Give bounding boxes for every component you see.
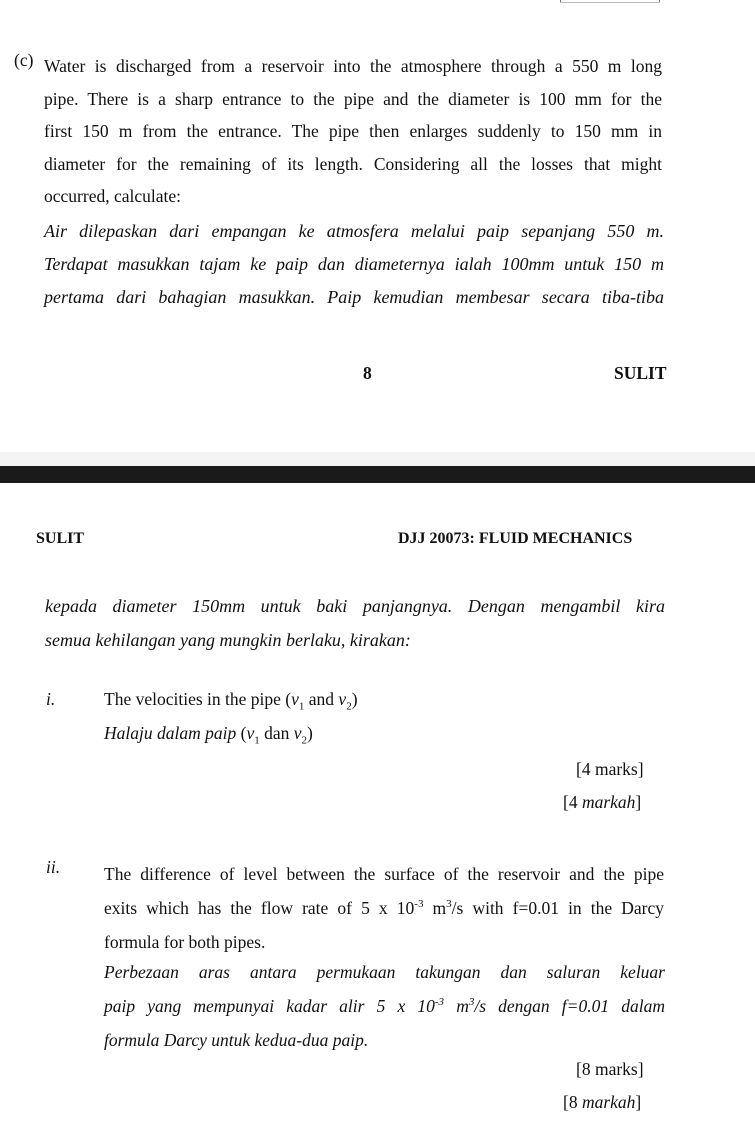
q1-ms-v2-sub: 2 <box>301 734 308 747</box>
q2-ms-unit: m <box>444 996 469 1016</box>
en-line-5: occurred, calculate: <box>44 186 181 206</box>
q2-ms-unit-exp: 3 <box>468 996 475 1009</box>
q2-ms-rate: paip yang mempunyai kadar alir 5 x 10 <box>104 996 435 1016</box>
q2-markah-open: [8 <box>563 1092 582 1112</box>
q1-markah-word: markah <box>581 792 636 812</box>
q1-ms-v1: v <box>246 723 255 743</box>
q2-malay <box>104 955 665 1057</box>
q1-number: i. <box>46 689 56 709</box>
q1-ms-text: Halaju dalam paip <box>104 723 237 743</box>
q1-v2-sub: 2 <box>346 700 352 713</box>
q1-markah-close: ] <box>635 792 642 812</box>
en-line-1: Water is discharged from a reservoir into the atmosphere through a 550 m long <box>44 56 662 76</box>
question-label: (c) <box>14 50 34 70</box>
cont-line-1: kepada diameter 150mm untuk baki panjangnya. Dengan mengambil kira <box>45 596 665 616</box>
q1-and: and <box>304 689 339 709</box>
en-line-3: first 150 m from the entrance. The pipe then enlarges suddenly to 150 mm in <box>44 121 662 141</box>
q2-en-line-1: The difference of level between the surface of the reservoir and the pipe <box>104 864 664 884</box>
q2-en-line-3: formula for both pipes. <box>104 932 266 952</box>
page-number: 8 <box>363 363 372 383</box>
q2-ms-line-3: formula Darcy untuk kedua-dua paip. <box>104 1030 369 1050</box>
q2-english <box>104 857 664 959</box>
q2-marks: [8 marks] <box>576 1059 644 1079</box>
q1-v1: v <box>291 689 299 709</box>
question-c-malay <box>44 215 664 314</box>
q2-markah-word: markah <box>581 1092 636 1112</box>
q1-close: ) <box>351 689 358 709</box>
q1-ms-close: ) <box>307 723 313 743</box>
q1-ms-open: ( <box>236 723 247 743</box>
malay-continuation <box>45 589 665 657</box>
header-sulit: SULIT <box>36 530 85 547</box>
q2-ms-exp: -3 <box>434 996 445 1009</box>
ms-line-2: Terdapat masukkan tajam ke paip dan diameternya ialah 100mm untuk 150 m <box>44 254 664 274</box>
q2-ms-line-1: Perbezaan aras antara permukaan takungan dan saluran keluar <box>104 962 665 982</box>
cont-line-2: semua kehilangan yang mungkin berlaku, kirakan: <box>45 630 411 650</box>
q2-markah <box>563 1092 641 1113</box>
q1-ms-v2: v <box>293 723 302 743</box>
q2-en-exp: -3 <box>414 898 424 911</box>
q2-number: ii. <box>46 857 61 877</box>
q1-marks: [4 marks] <box>576 759 644 779</box>
q2-ms-line-2 <box>104 989 665 1023</box>
page-separator <box>0 466 755 483</box>
q1-english <box>104 689 358 713</box>
en-line-2: pipe. There is a sharp entrance to the pipe and the diameter is 100 mm for the <box>44 88 662 109</box>
en-line-4: diameter for the remaining of its length. Considering all the losses that might <box>44 153 662 174</box>
footer-sulit: SULIT <box>614 363 667 383</box>
q2-en-line-2 <box>104 891 664 925</box>
question-c-english <box>44 50 662 213</box>
q1-ms-dan: dan <box>259 723 294 743</box>
q2-en-post: /s with f=0.01 in the Darcy <box>451 898 664 918</box>
page-gap-shade <box>0 452 755 466</box>
ms-line-1: Air dilepaskan dari empangan ke atmosfera melalui paip sepanjang 550 m. <box>44 221 664 241</box>
q1-v2: v <box>338 689 347 709</box>
q1-markah <box>563 792 641 813</box>
ms-line-3: pertama dari bahagian masukkan. Paip kemudian membesar secara tiba-tiba <box>44 287 664 307</box>
page-top-rule <box>560 0 660 3</box>
header-course: DJJ 20073: FLUID MECHANICS <box>398 530 633 547</box>
q2-en-unit-exp: 3 <box>446 898 452 911</box>
q1-malay <box>104 723 313 747</box>
q2-en-rate: exits which has the flow rate of 5 x 10 <box>104 898 415 918</box>
q1-v1-sub: 1 <box>298 700 305 713</box>
q2-ms-post: /s dengan f=0.01 dalam <box>474 996 665 1016</box>
q1-en-text: The velocities in the pipe ( <box>104 689 292 709</box>
q1-markah-open: [4 <box>563 792 582 812</box>
q1-ms-v1-sub: 1 <box>254 734 260 747</box>
q2-en-unit: m <box>423 898 447 918</box>
q2-markah-close: ] <box>635 1092 642 1112</box>
